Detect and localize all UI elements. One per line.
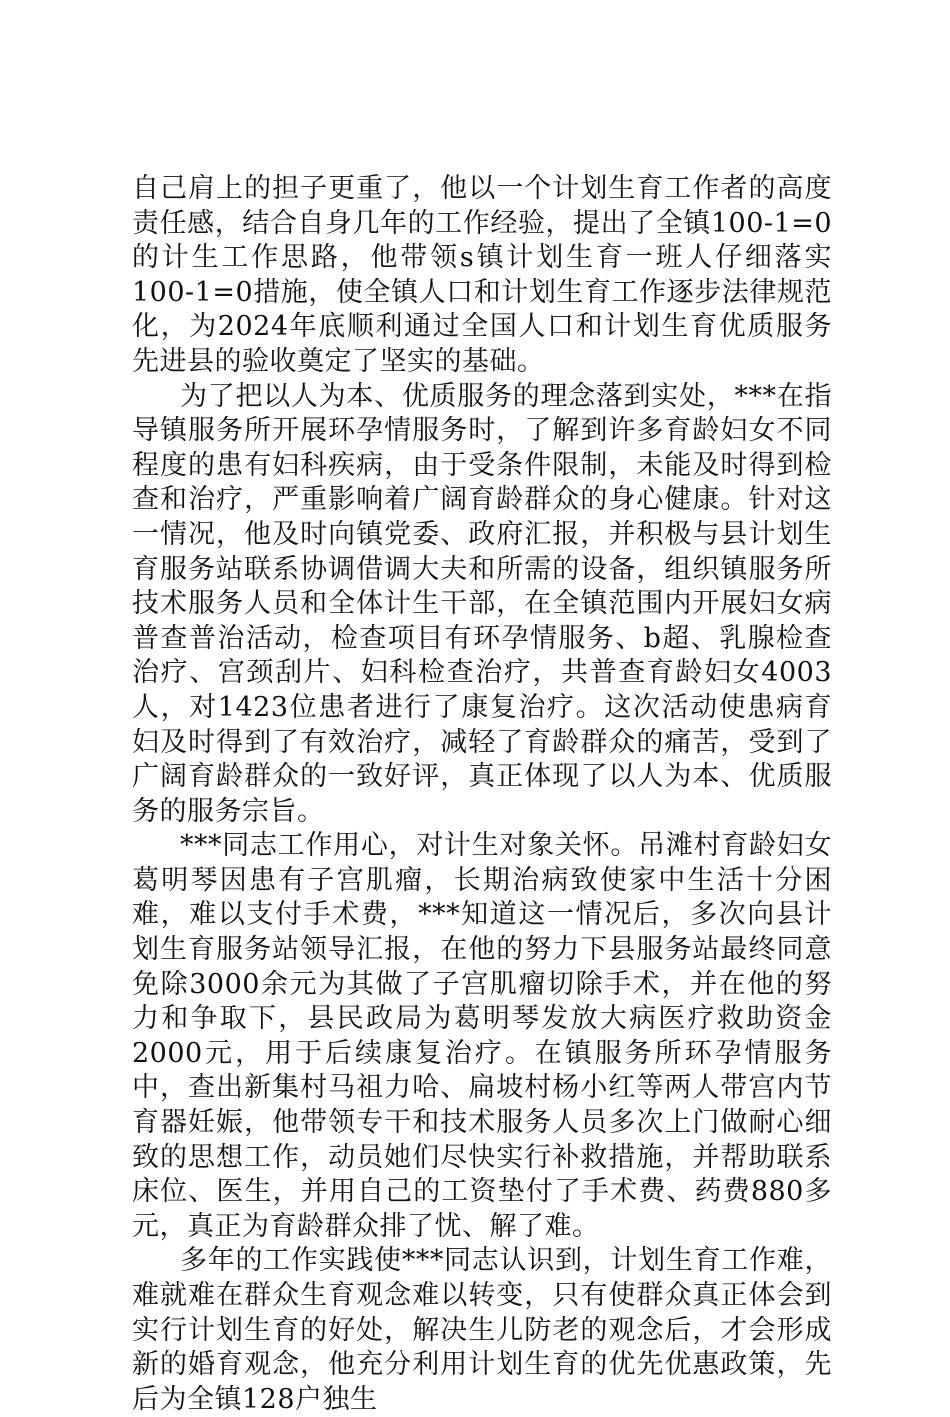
paragraph-caring-for-families: ***同志工作用心，对计生对象关怀。吊滩村育龄妇女葛明琴因患有子宫肌瘤，长期治病致使家中生活十分困难，难以支付手术费，***知道这一情况后，多次向县计划生育服务站领导汇报，在他的努力下县服务站最终同意免除3000余元为其做了子宫肌瘤切除手术，并在他的努力和争取下，县民政局为葛明琴发放大病医疗救助资金2000元，用于后续康复治疗。在镇服务所环孕情服务中，查出新集村马祖力哈、扁坡村杨小红等两人带宫内节育器妊娠，他带领专干和技术服务人员多次上门做耐心细致的思想工作，动员她们尽快实行补救措施，并帮助联系床位、医生，并用自己的工资垫付了手术费、药费880多元，真正为育龄群众排了忧、解了难。	[132, 830, 832, 1242]
paragraph-women-health-checkup: 为了把以人为本、优质服务的理念落到实处，***在指导镇服务所开展环孕情服务时，了解到许多育龄妇女不同程度的患有妇科疾病，由于受条件限制，未能及时得到检查和治疗，严重影响着广阔育龄群众的身心健康。针对这一情况，他及时向镇党委、政府汇报，并积极与县计划生育服务站联系协调借调大夫和所需的设备，组织镇服务所技术服务人员和全体计生干部，在全镇范围内开展妇女病普查普治活动，检查项目有环孕情服务、b超、乳腺检查治疗、宫颈刮片、妇科检查治疗，共普查育龄妇女4003人，对1423位患者进行了康复治疗。这次活动使患病育妇及时得到了有效治疗，减轻了育龄群众的痛苦，受到了广阔育龄群众的一致好评，真正体现了以人为本、优质服务的服务宗旨。	[132, 380, 832, 827]
paragraph-work-practice: 多年的工作实践使***同志认识到，计划生育工作难，难就难在群众生育观念难以转变，只有使群众真正体会到实行计划生育的好处，解决生儿防老的观念后，才会形成新的婚育观念，他充分利用计划生育的优先优惠政策，先后为全镇128户独生	[132, 1245, 832, 1415]
paragraph-continuation: 自己肩上的担子更重了，他以一个计划生育工作者的高度责任感，结合自身几年的工作经验，提出了全镇100-1=0的计生工作思路，他带领s镇计划生育一班人仔细落实100-1=0措施，使全镇人口和计划生育工作逐步法律规范化，为2024年底顺利通过全国人口和计划生育优质服务先进县的验收奠定了坚实的基础。	[132, 173, 832, 377]
document-body	[132, 172, 832, 1417]
